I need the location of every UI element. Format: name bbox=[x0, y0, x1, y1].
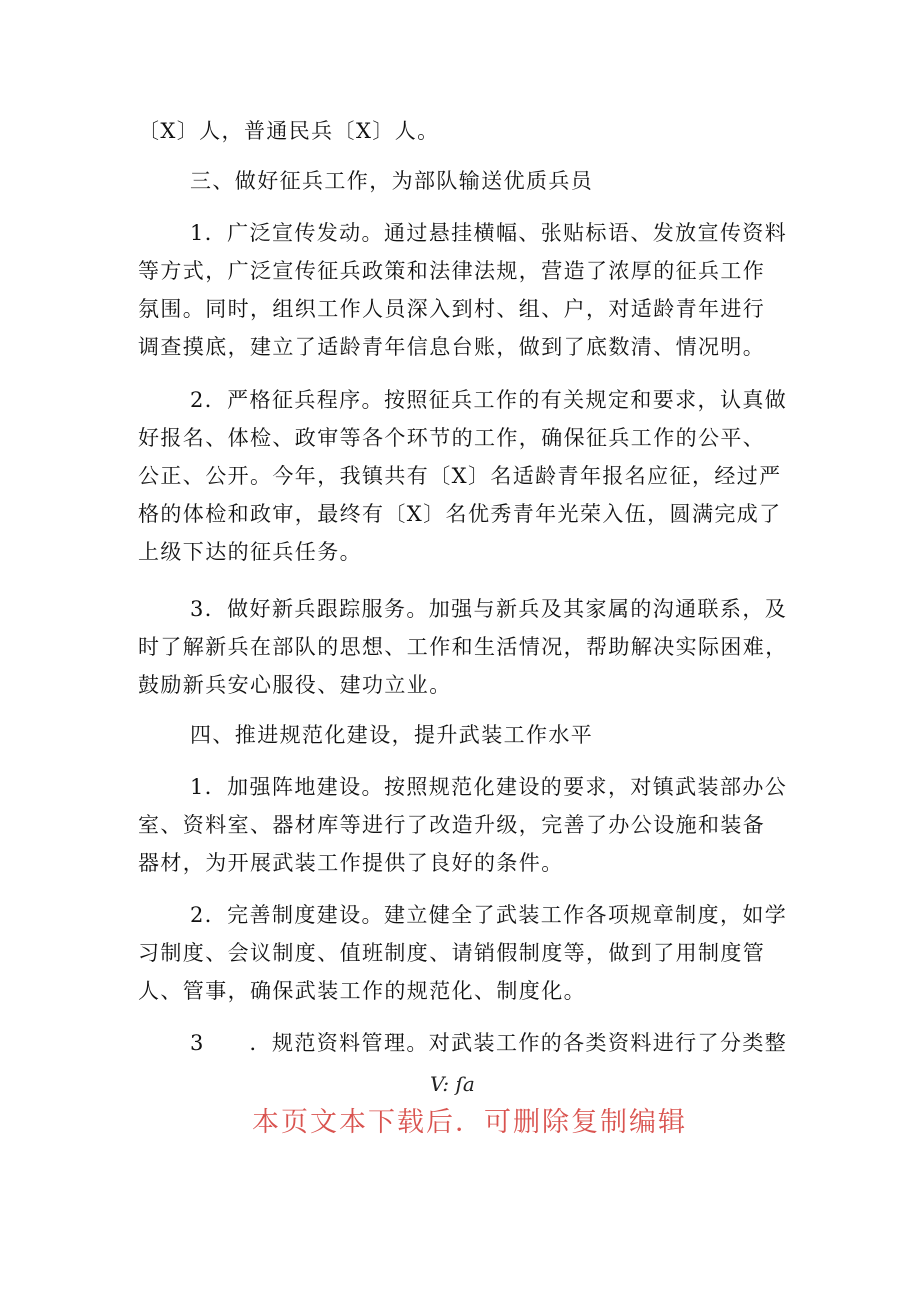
text-line: 格的体检和政审，最终有〔X〕名优秀青年光荣入伍，圆满完成了 bbox=[138, 502, 782, 526]
text-line: 1．广泛宣传发动。通过悬挂横幅、张贴标语、发放宣传资料 bbox=[190, 221, 788, 245]
text-line: 等方式，广泛宣传征兵政策和法律法规，营造了浓厚的征兵工作 bbox=[138, 259, 766, 283]
heading-line: 三、做好征兵工作，为部队输送优质兵员 bbox=[190, 169, 594, 193]
section-heading-conscription bbox=[138, 162, 792, 200]
heading-line: 四、推进规范化建设，提升武装工作水平 bbox=[190, 723, 594, 747]
text-line: 器材，为开展武装工作提供了良好的条件。 bbox=[138, 851, 564, 875]
download-edit-note: 本页文本下载后．可删除复制编辑 bbox=[252, 1107, 687, 1138]
footer-mark: V: ſa bbox=[430, 1072, 475, 1096]
text-line: 习制度、会议制度、值班制度、请销假制度等，做到了用制度管 bbox=[138, 941, 766, 965]
text-line: 好报名、体检、政审等各个环节的工作，确保征兵工作的公平、 bbox=[138, 426, 766, 450]
text-line: 〔X〕人，普通民兵〔X〕人。 bbox=[138, 119, 440, 143]
paragraph-position-building bbox=[138, 768, 792, 882]
text-line: 氛围。同时，组织工作人员深入到村、组、户，对适龄青年进行 bbox=[138, 297, 766, 321]
paragraph-records-management bbox=[138, 1024, 792, 1062]
text-line: 时了解新兵在部队的思想、工作和生活情况，帮助解决实际困难， bbox=[138, 635, 788, 659]
paragraph-followup-service bbox=[138, 590, 792, 704]
text-line: 人、管事，确保武装工作的规范化、制度化。 bbox=[138, 979, 586, 1003]
text-line: 室、资料室、器材库等进行了改造升级，完善了办公设施和装备 bbox=[138, 813, 766, 837]
section-heading-standardization bbox=[138, 716, 792, 754]
paragraph-system-building bbox=[138, 896, 792, 1010]
text-line: 上级下达的征兵任务。 bbox=[138, 540, 362, 564]
text-line: 2．完善制度建设。建立健全了武装工作各项规章制度，如学 bbox=[190, 903, 788, 927]
text-line: 1．加强阵地建设。按照规范化建设的要求，对镇武装部办公 bbox=[190, 775, 788, 799]
text-line: 调查摸底，建立了适龄青年信息台账，做到了底数清、情况明。 bbox=[138, 335, 766, 359]
text-line: 鼓励新兵安心服役、建功立业。 bbox=[138, 673, 452, 697]
paragraph-publicity bbox=[138, 214, 792, 366]
text-line: 3．做好新兵跟踪服务。加强与新兵及其家属的沟通联系，及 bbox=[190, 597, 788, 621]
paragraph-procedure bbox=[138, 381, 792, 571]
text-line: 公正、公开。今年，我镇共有〔X〕名适龄青年报名应征，经过严 bbox=[138, 464, 782, 488]
text-line: 3 ．规范资料管理。对武装工作的各类资料进行了分类整 bbox=[190, 1031, 788, 1055]
text-line: 2．严格征兵程序。按照征兵工作的有关规定和要求，认真做 bbox=[190, 388, 788, 412]
paragraph-militia-count bbox=[138, 112, 792, 150]
